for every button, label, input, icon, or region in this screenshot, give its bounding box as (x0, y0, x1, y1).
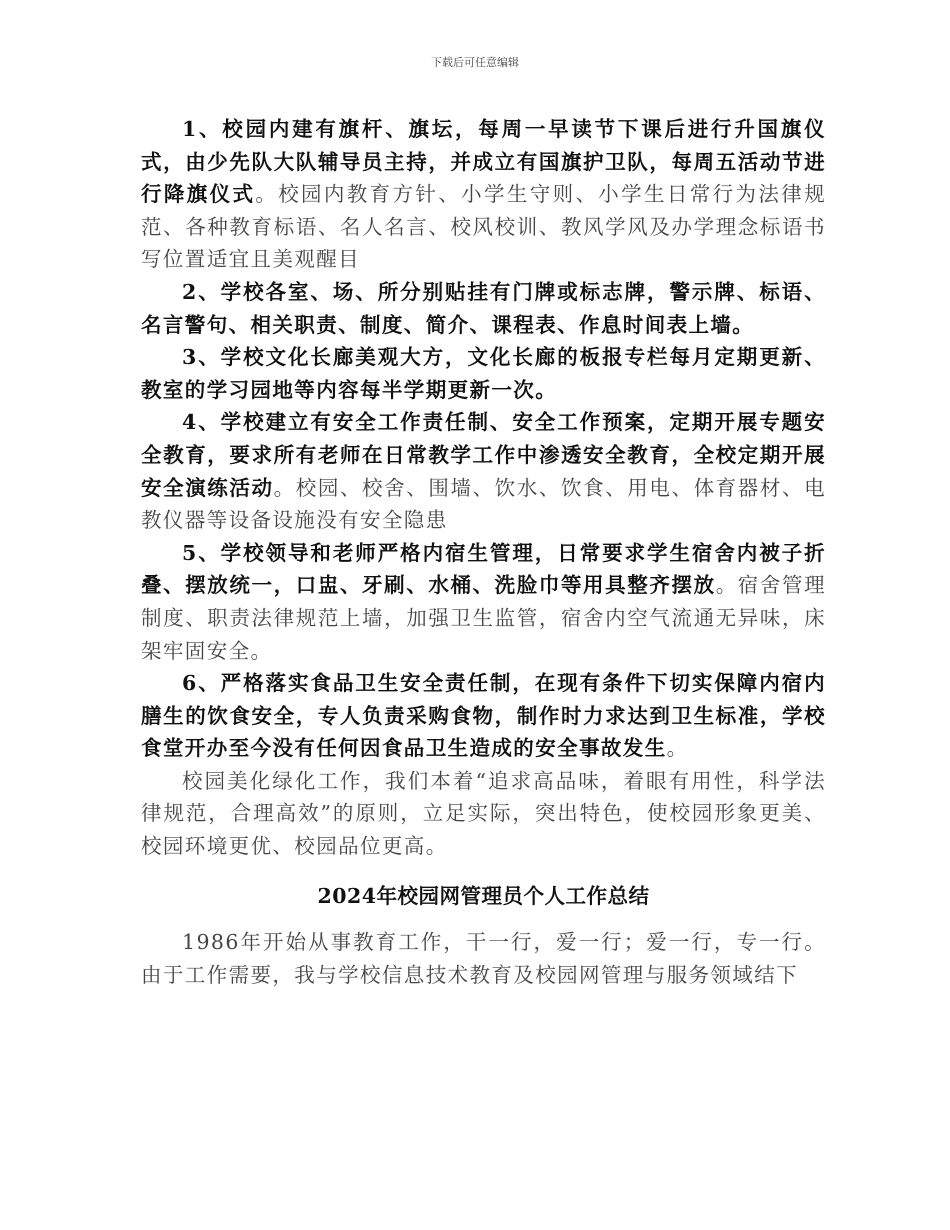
intro-paragraph: 1986年开始从事教育工作，干一行，爱一行；爱一行，专一行。由于工作需要，我与学校信息技术教育及校园网管理与服务领域结下 (141, 930, 826, 987)
item-paragraph-5 (141, 537, 826, 667)
item-paragraph-6 (141, 667, 826, 765)
item-paragraph-4 (141, 406, 826, 536)
item-bold-text: 2、学校各室、场、所分别贴挂有门牌或标志牌，警示牌、标语、名言警句、相关职责、制度、简介、课程表、作息时间表上墙。 (141, 279, 826, 337)
item-bold-text: 4、学校建立有安全工作责任制、安全工作预案，定期开展专题安全教育，要求所有老师在日常教学工作中渗透安全教育，全校定期开展安全演练活动 (141, 410, 826, 500)
section-title: 2024年校园网管理员个人工作总结 (317, 883, 650, 908)
item-bold-text: 6、严格落实食品卫生安全责任制，在现有条件下切实保障内宿内膳生的饮食安全，专人负责采购食物，制作时力求达到卫生标准，学校食堂开办至今没有任何因食品卫生造成的安全事故发生 (141, 671, 826, 761)
item-paragraph-1 (141, 113, 826, 276)
item-bold-text: 3、学校文化长廊美观大方，文化长廊的板报专栏每月定期更新、教室的学习园地等内容每半学期更新一次。 (141, 345, 826, 402)
item-bold-text: 1、校园内建有旗杆、旗坛，每周一早读节下课后进行升国旗仪式，由少先队大队辅导员主持，并成立有国旗护卫队，每周五活动节进行降旗仪式 (141, 117, 826, 207)
item-normal-text: 。宿舍管理制度、职责法律规范上墙，加强卫生监管，宿舍内空气流通无异味，床架牢固安全。 (141, 573, 826, 663)
item-bold-text: 5、学校领导和老师严格内宿生管理，日常要求学生宿舍内被子折叠、摆放统一，口盅、牙刷、水桶、洗脸巾等用具整齐摆放 (141, 540, 826, 598)
item-normal-text: 。 (666, 736, 689, 761)
document-body (141, 113, 826, 991)
page-header-note: 下载后可任意编辑 (431, 56, 519, 69)
item-normal-text: 。校园、校舍、围墙、饮水、饮食、用电、体育器材、电教仪器等设备设施没有安全隐患 (141, 475, 826, 533)
item-paragraph-2 (141, 276, 826, 341)
closing-paragraph: 校园美化绿化工作，我们本着“追求高品味，着眼有用性，科学法律规范，合理高效”的原则，立足实际，突出特色，使校园形象更美、校园环境更优、校园品位更高。 (141, 768, 826, 859)
item-paragraph-3 (141, 341, 826, 406)
item-normal-text: 。校园内教育方针、小学生守则、小学生日常行为法律规范、各种教育标语、名人名言、校风校训、教风学风及办学理念标语书写位置适宜且美观醒目 (141, 182, 826, 272)
